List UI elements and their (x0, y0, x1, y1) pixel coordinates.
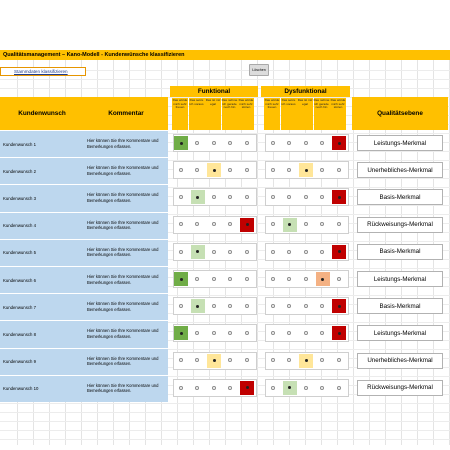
functional-option-3-radio[interactable] (207, 245, 221, 259)
functional-option-2-radio[interactable] (191, 136, 205, 150)
radio-dot-icon (179, 168, 183, 172)
radio-dot-icon (304, 195, 308, 199)
dysfunctional-option-4-radio[interactable] (316, 218, 330, 232)
functional-option-1-radio[interactable] (174, 354, 188, 368)
dysfunctional-option-3-radio[interactable] (299, 190, 313, 204)
radio-dot-icon (287, 195, 291, 199)
functional-option-4-radio[interactable] (224, 218, 238, 232)
radio-dot-icon (245, 358, 249, 362)
dysfunctional-option-3-radio[interactable] (299, 299, 313, 313)
functional-option-header-3: Das ist mir egal (205, 98, 221, 130)
functional-option-5-radio[interactable] (240, 136, 254, 150)
radio-dot-icon (228, 358, 232, 362)
radio-dot-icon (320, 250, 324, 254)
dysfunctional-option-5-radio[interactable] (332, 326, 346, 340)
dysfunctional-option-4-radio[interactable] (316, 299, 330, 313)
functional-option-4-radio[interactable] (224, 326, 238, 340)
radio-dot-icon (212, 304, 216, 308)
dysfunctional-option-header-4: Das nehme ich gerade noch hin (314, 98, 330, 130)
radio-dot-icon (213, 359, 216, 362)
functional-option-header-5: Das würde mich sehr stören (238, 98, 254, 130)
functional-option-3-radio[interactable] (207, 381, 221, 395)
radio-dot-icon (179, 358, 183, 362)
radio-dot-icon (245, 331, 249, 335)
dysfunctional-option-1-radio[interactable] (266, 326, 280, 340)
radio-dot-icon (287, 250, 291, 254)
functional-option-3-radio[interactable] (207, 163, 221, 177)
kommentar-cell[interactable]: Hier können Sie Ihre Kommentare und Bemerkungen erfassen. (84, 184, 168, 211)
radio-dot-icon (212, 195, 216, 199)
dysfunctional-option-4-radio[interactable] (316, 381, 330, 395)
dysfunctional-option-5-radio[interactable] (332, 218, 346, 232)
dysfunctional-option-5-radio[interactable] (332, 272, 346, 286)
radio-dot-icon (213, 169, 216, 172)
radio-dot-icon (212, 141, 216, 145)
radio-dot-icon (320, 331, 324, 335)
radio-dot-icon (337, 386, 341, 390)
grid-row-line (0, 412, 450, 413)
radio-dot-icon (212, 386, 216, 390)
dysfunctional-option-1-radio[interactable] (266, 299, 280, 313)
radio-dot-icon (246, 386, 249, 389)
functional-option-4-radio[interactable] (224, 245, 238, 259)
functional-option-3-radio[interactable] (207, 218, 221, 232)
functional-rating-group (173, 352, 257, 370)
dysfunctional-option-5-radio[interactable] (332, 245, 346, 259)
radio-dot-icon (320, 222, 324, 226)
functional-option-1-radio[interactable] (174, 381, 188, 395)
dysfunctional-rating-group (265, 216, 349, 234)
dysfunctional-option-1-radio[interactable] (266, 190, 280, 204)
functional-option-2-radio[interactable] (191, 245, 205, 259)
dysfunctional-rating-group (265, 352, 349, 370)
header-dysfunktional: Dysfunktional (261, 86, 350, 97)
radio-dot-icon (228, 331, 232, 335)
qualitaetsebene-value: Leistungs-Merkmal (357, 135, 443, 151)
radio-dot-icon (271, 168, 275, 172)
radio-dot-icon (304, 141, 308, 145)
functional-option-2-radio[interactable] (191, 272, 205, 286)
qualitaetsebene-value: Rückweisungs-Merkmal (357, 217, 443, 233)
dysfunctional-option-2-radio[interactable] (283, 218, 297, 232)
header-kommentar: Kommentar (84, 97, 168, 130)
radio-dot-icon (212, 222, 216, 226)
radio-dot-icon (271, 277, 275, 281)
functional-rating-group (173, 297, 257, 315)
radio-dot-icon (179, 386, 183, 390)
header-kundenwunsch: Kundenwunsch (0, 97, 84, 130)
radio-dot-icon (287, 304, 291, 308)
sheet-title: Qualitätsmanagement – Kano-Modell - Kundenwünsche klassifizieren (0, 50, 450, 60)
functional-rating-group (173, 216, 257, 234)
radio-dot-icon (337, 358, 341, 362)
radio-dot-icon (304, 386, 308, 390)
radio-dot-icon (246, 223, 249, 226)
kommentar-cell[interactable]: Hier können Sie Ihre Kommentare und Bemerkungen erfassen. (84, 157, 168, 184)
grid-row-line (0, 79, 450, 80)
radio-dot-icon (271, 141, 275, 145)
kundenwunsch-name: Kundenwunsch 3 (0, 184, 84, 211)
dysfunctional-rating-group (265, 188, 349, 206)
functional-rating-group (173, 134, 257, 152)
radio-dot-icon (196, 196, 199, 199)
kommentar-cell[interactable]: Hier können Sie Ihre Kommentare und Bemerkungen erfassen. (84, 293, 168, 320)
radio-dot-icon (320, 195, 324, 199)
functional-rating-group (173, 324, 257, 342)
radio-dot-icon (338, 250, 341, 253)
radio-dot-icon (271, 304, 275, 308)
radio-dot-icon (304, 250, 308, 254)
radio-dot-icon (196, 305, 199, 308)
radio-dot-icon (338, 305, 341, 308)
functional-rating-group (173, 161, 257, 179)
functional-option-2-radio[interactable] (191, 299, 205, 313)
kundenwunsch-name: Kundenwunsch 6 (0, 266, 84, 293)
dysfunctional-option-2-radio[interactable] (283, 190, 297, 204)
qualitaetsebene-value: Basis-Merkmal (357, 244, 443, 260)
radio-dot-icon (212, 331, 216, 335)
functional-rating-group (173, 243, 257, 261)
functional-option-4-radio[interactable] (224, 136, 238, 150)
radio-dot-icon (287, 331, 291, 335)
dysfunctional-option-1-radio[interactable] (266, 218, 280, 232)
radio-dot-icon (212, 277, 216, 281)
dysfunctional-option-5-radio[interactable] (332, 381, 346, 395)
header-qualitaetsebene: Qualitätsebene (352, 97, 448, 130)
kundenwunsch-name: Kundenwunsch 10 (0, 375, 84, 402)
qualitaetsebene-value: Leistungs-Merkmal (357, 271, 443, 287)
radio-dot-icon (179, 250, 183, 254)
functional-option-4-radio[interactable] (224, 381, 238, 395)
dysfunctional-option-3-radio[interactable] (299, 326, 313, 340)
dysfunctional-option-3-radio[interactable] (299, 381, 313, 395)
qualitaetsebene-value: Leistungs-Merkmal (357, 325, 443, 341)
radio-dot-icon (212, 250, 216, 254)
radio-dot-icon (245, 141, 249, 145)
dysfunctional-option-4-radio[interactable] (316, 163, 330, 177)
dysfunctional-option-2-radio[interactable] (283, 136, 297, 150)
dysfunctional-rating-group (265, 161, 349, 179)
dysfunctional-option-4-radio[interactable] (316, 190, 330, 204)
radio-dot-icon (287, 168, 291, 172)
radio-dot-icon (271, 331, 275, 335)
dysfunctional-option-1-radio[interactable] (266, 272, 280, 286)
dysfunctional-option-5-radio[interactable] (332, 136, 346, 150)
radio-dot-icon (271, 250, 275, 254)
functional-option-4-radio[interactable] (224, 354, 238, 368)
radio-dot-icon (195, 358, 199, 362)
kundenwunsch-name: Kundenwunsch 2 (0, 157, 84, 184)
radio-dot-icon (179, 304, 183, 308)
dysfunctional-rating-group (265, 134, 349, 152)
dysfunctional-option-3-radio[interactable] (299, 218, 313, 232)
radio-dot-icon (320, 358, 324, 362)
radio-dot-icon (337, 168, 341, 172)
radio-dot-icon (337, 222, 341, 226)
functional-option-1-radio[interactable] (174, 218, 188, 232)
radio-dot-icon (179, 222, 183, 226)
kommentar-cell[interactable]: Hier können Sie Ihre Kommentare und Bemerkungen erfassen. (84, 212, 168, 239)
dysfunctional-option-2-radio[interactable] (283, 163, 297, 177)
radio-dot-icon (305, 169, 308, 172)
radio-dot-icon (195, 277, 199, 281)
radio-dot-icon (228, 277, 232, 281)
radio-dot-icon (338, 142, 341, 145)
functional-option-2-radio[interactable] (191, 218, 205, 232)
functional-option-1-radio[interactable] (174, 136, 188, 150)
kommentar-cell[interactable]: Hier können Sie Ihre Kommentare und Bemerkungen erfassen. (84, 320, 168, 347)
functional-option-5-radio[interactable] (240, 190, 254, 204)
radio-dot-icon (304, 331, 308, 335)
functional-option-5-radio[interactable] (240, 163, 254, 177)
functional-option-header-1: Das würde mich sehr freuen (172, 98, 188, 130)
grid-row-line (0, 403, 450, 404)
dysfunctional-option-4-radio[interactable] (316, 326, 330, 340)
radio-dot-icon (245, 250, 249, 254)
dysfunctional-option-header-3: Das ist mir egal (297, 98, 313, 130)
radio-dot-icon (245, 304, 249, 308)
functional-option-1-radio[interactable] (174, 326, 188, 340)
functional-option-3-radio[interactable] (207, 326, 221, 340)
kommentar-cell[interactable]: Hier können Sie Ihre Kommentare und Bemerkungen erfassen. (84, 130, 168, 157)
qualitaetsebene-value: Rückweisungs-Merkmal (357, 380, 443, 396)
radio-dot-icon (228, 168, 232, 172)
grid-row-line (0, 439, 450, 440)
radio-dot-icon (228, 304, 232, 308)
functional-option-1-radio[interactable] (174, 190, 188, 204)
functional-option-5-radio[interactable] (240, 354, 254, 368)
radio-dot-icon (245, 168, 249, 172)
kundenwunsch-name: Kundenwunsch 7 (0, 293, 84, 320)
radio-dot-icon (179, 195, 183, 199)
radio-dot-icon (271, 195, 275, 199)
radio-dot-icon (320, 386, 324, 390)
functional-option-2-radio[interactable] (191, 190, 205, 204)
functional-option-5-radio[interactable] (240, 272, 254, 286)
radio-dot-icon (196, 250, 199, 253)
functional-option-4-radio[interactable] (224, 299, 238, 313)
dysfunctional-option-3-radio[interactable] (299, 136, 313, 150)
radio-dot-icon (195, 168, 199, 172)
dysfunctional-option-2-radio[interactable] (283, 245, 297, 259)
functional-rating-group (173, 379, 257, 397)
dysfunctional-option-4-radio[interactable] (316, 272, 330, 286)
radio-dot-icon (320, 168, 324, 172)
dysfunctional-option-4-radio[interactable] (316, 245, 330, 259)
functional-option-2-radio[interactable] (191, 163, 205, 177)
dysfunctional-option-1-radio[interactable] (266, 381, 280, 395)
header-funktional: Funktional (170, 86, 258, 97)
radio-dot-icon (287, 277, 291, 281)
qualitaetsebene-value: Basis-Merkmal (357, 189, 443, 205)
radio-dot-icon (304, 304, 308, 308)
functional-option-4-radio[interactable] (224, 190, 238, 204)
dysfunctional-option-1-radio[interactable] (266, 163, 280, 177)
functional-option-header-2: Das setze ich voraus (189, 98, 205, 130)
grid-row-line (0, 421, 450, 422)
functional-option-5-radio[interactable] (240, 299, 254, 313)
delete-button[interactable]: Löschen (249, 64, 269, 76)
dysfunctional-option-4-radio[interactable] (316, 136, 330, 150)
functional-rating-group (173, 270, 257, 288)
functional-option-2-radio[interactable] (191, 354, 205, 368)
radio-dot-icon (271, 222, 275, 226)
qualitaetsebene-value: Unerhebliches-Merkmal (357, 162, 443, 178)
kundenwunsch-name: Kundenwunsch 9 (0, 348, 84, 375)
functional-option-3-radio[interactable] (207, 136, 221, 150)
radio-dot-icon (288, 386, 291, 389)
dysfunctional-option-2-radio[interactable] (283, 354, 297, 368)
radio-dot-icon (320, 304, 324, 308)
qualitaetsebene-value: Unerhebliches-Merkmal (357, 353, 443, 369)
functional-option-1-radio[interactable] (174, 272, 188, 286)
kommentar-cell[interactable]: Hier können Sie Ihre Kommentare und Bemerkungen erfassen. (84, 348, 168, 375)
radio-dot-icon (228, 250, 232, 254)
radio-dot-icon (180, 142, 183, 145)
radio-dot-icon (321, 278, 324, 281)
radio-dot-icon (271, 386, 275, 390)
radio-dot-icon (195, 141, 199, 145)
functional-option-5-radio[interactable] (240, 245, 254, 259)
kommentar-cell[interactable]: Hier können Sie Ihre Kommentare und Bemerkungen erfassen. (84, 375, 168, 402)
dysfunctional-option-2-radio[interactable] (283, 272, 297, 286)
radio-dot-icon (305, 359, 308, 362)
radio-dot-icon (287, 358, 291, 362)
radio-dot-icon (228, 222, 232, 226)
radio-dot-icon (228, 195, 232, 199)
functional-option-3-radio[interactable] (207, 190, 221, 204)
dysfunctional-option-3-radio[interactable] (299, 163, 313, 177)
dysfunctional-rating-group (265, 324, 349, 342)
radio-dot-icon (195, 386, 199, 390)
dysfunctional-option-2-radio[interactable] (283, 299, 297, 313)
radio-dot-icon (271, 358, 275, 362)
functional-option-5-radio[interactable] (240, 218, 254, 232)
dysfunctional-option-2-radio[interactable] (283, 326, 297, 340)
dysfunctional-option-5-radio[interactable] (332, 354, 346, 368)
dysfunctional-option-5-radio[interactable] (332, 163, 346, 177)
grid-row-line (0, 430, 450, 431)
functional-option-1-radio[interactable] (174, 299, 188, 313)
kundenwunsch-name: Kundenwunsch 8 (0, 320, 84, 347)
functional-option-2-radio[interactable] (191, 326, 205, 340)
functional-option-3-radio[interactable] (207, 272, 221, 286)
dysfunctional-rating-group (265, 270, 349, 288)
dysfunctional-option-5-radio[interactable] (332, 190, 346, 204)
dysfunctional-option-1-radio[interactable] (266, 136, 280, 150)
dysfunctional-option-3-radio[interactable] (299, 354, 313, 368)
radio-dot-icon (228, 386, 232, 390)
functional-option-4-radio[interactable] (224, 272, 238, 286)
functional-option-1-radio[interactable] (174, 245, 188, 259)
functional-option-header-4: Das nehme ich gerade noch hin (222, 98, 238, 130)
dysfunctional-option-1-radio[interactable] (266, 245, 280, 259)
kommentar-cell[interactable]: Hier können Sie Ihre Kommentare und Bemerkungen erfassen. (84, 266, 168, 293)
dysfunctional-option-3-radio[interactable] (299, 245, 313, 259)
functional-option-3-radio[interactable] (207, 299, 221, 313)
qualitaetsebene-value: Basis-Merkmal (357, 298, 443, 314)
radio-dot-icon (245, 195, 249, 199)
functional-option-5-radio[interactable] (240, 381, 254, 395)
dysfunctional-option-5-radio[interactable] (332, 299, 346, 313)
functional-option-3-radio[interactable] (207, 354, 221, 368)
radio-dot-icon (338, 332, 341, 335)
dysfunctional-rating-group (265, 243, 349, 261)
kommentar-cell[interactable]: Hier können Sie Ihre Kommentare und Bemerkungen erfassen. (84, 239, 168, 266)
functional-option-4-radio[interactable] (224, 163, 238, 177)
radio-dot-icon (195, 222, 199, 226)
dysfunctional-option-header-2: Das setze ich voraus (281, 98, 297, 130)
radio-dot-icon (180, 278, 183, 281)
radio-dot-icon (320, 141, 324, 145)
grid-column-line (257, 60, 258, 445)
dysfunctional-option-header-5: Das würde mich sehr stören (330, 98, 346, 130)
functional-rating-group (173, 188, 257, 206)
radio-dot-icon (304, 277, 308, 281)
radio-dot-icon (228, 141, 232, 145)
radio-dot-icon (245, 277, 249, 281)
dysfunctional-rating-group (265, 379, 349, 397)
radio-dot-icon (288, 223, 291, 226)
dysfunctional-rating-group (265, 297, 349, 315)
radio-dot-icon (304, 222, 308, 226)
kundenwunsch-name: Kundenwunsch 4 (0, 212, 84, 239)
functional-option-1-radio[interactable] (174, 163, 188, 177)
radio-dot-icon (287, 141, 291, 145)
functional-option-2-radio[interactable] (191, 381, 205, 395)
kundenwunsch-name: Kundenwunsch 5 (0, 239, 84, 266)
dysfunctional-option-3-radio[interactable] (299, 272, 313, 286)
kundenwunsch-name: Kundenwunsch 1 (0, 130, 84, 157)
functional-option-5-radio[interactable] (240, 326, 254, 340)
dysfunctional-option-4-radio[interactable] (316, 354, 330, 368)
radio-dot-icon (180, 332, 183, 335)
radio-dot-icon (337, 277, 341, 281)
radio-dot-icon (195, 331, 199, 335)
dysfunctional-option-2-radio[interactable] (283, 381, 297, 395)
dysfunctional-option-header-1: Das würde mich sehr freuen (264, 98, 280, 130)
classify-master-data-link[interactable]: Stammdaten klassifizieren (0, 67, 86, 76)
radio-dot-icon (338, 196, 341, 199)
dysfunctional-option-1-radio[interactable] (266, 354, 280, 368)
